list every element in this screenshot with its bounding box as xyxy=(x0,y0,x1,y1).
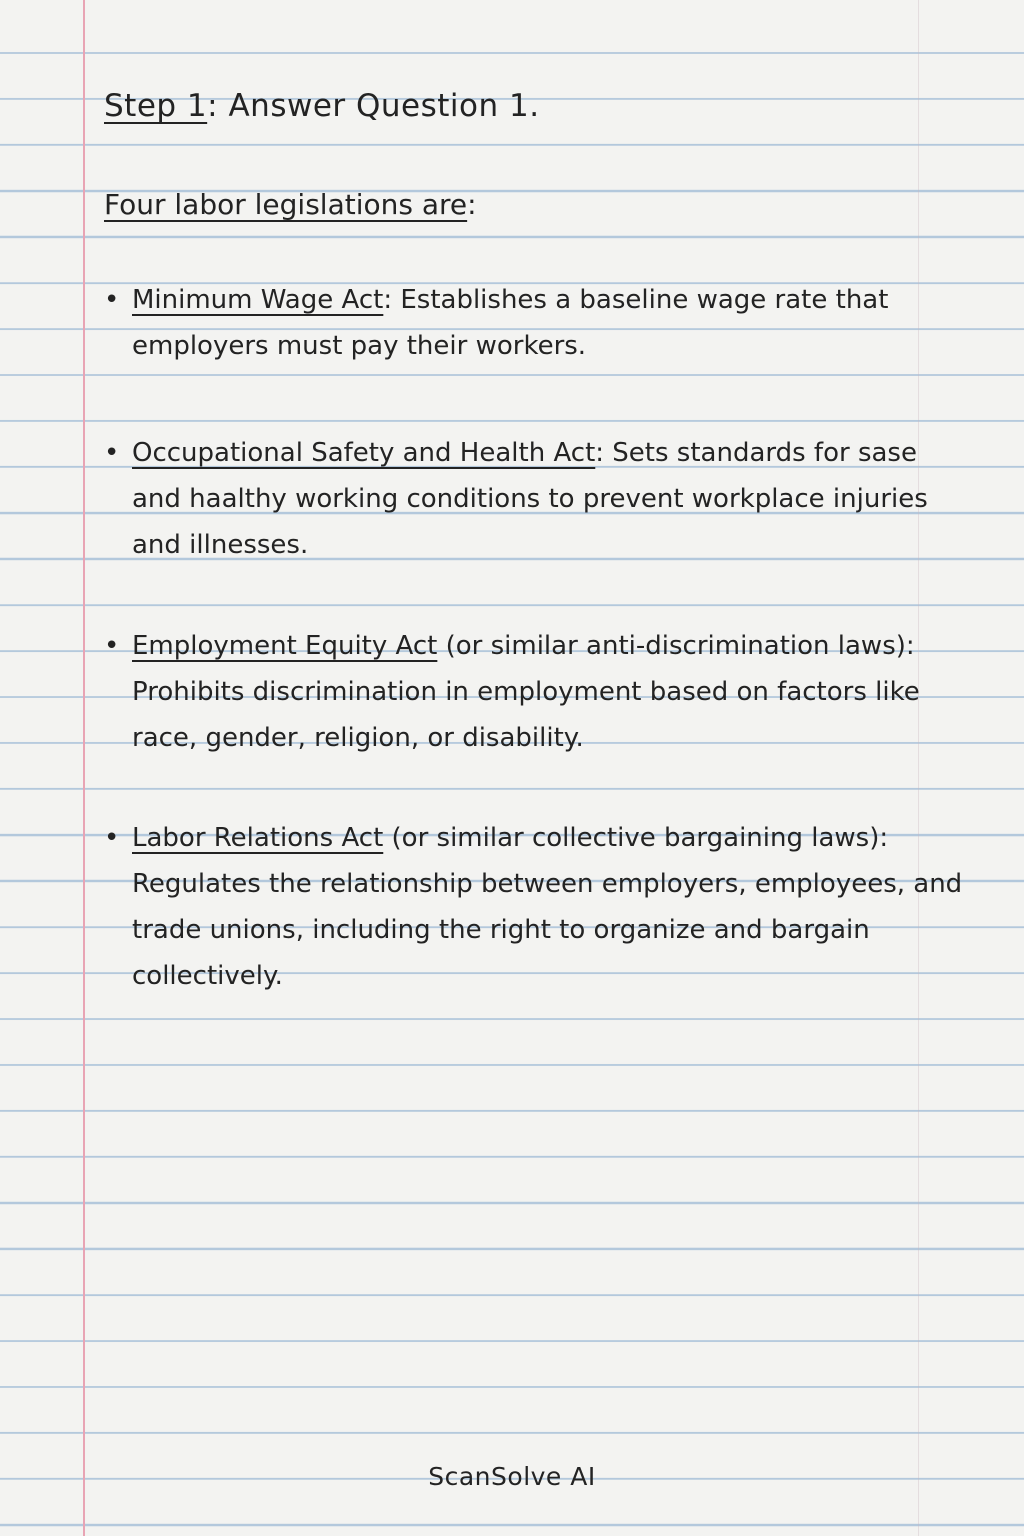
list-item xyxy=(104,623,964,761)
bullet-icon: • xyxy=(104,438,120,468)
legislation-description: : Sets standards for sase and haalthy working conditions to prevent workplace injuries and illnesses. xyxy=(132,438,928,560)
bullet-icon: • xyxy=(104,631,120,661)
list-item-text xyxy=(132,815,964,999)
bullet-icon: • xyxy=(104,285,120,315)
legislation-term: Occupational Safety and Health Act xyxy=(132,438,596,468)
step-heading xyxy=(104,88,540,124)
legislation-description: : Establishes a baseline wage rate that employers must pay their workers. xyxy=(132,285,889,361)
bullet-icon: • xyxy=(104,823,120,853)
legislation-description: (or similar anti-discrimination laws): Prohibits discrimination in employment based on factors like race, gender, religion, or disability. xyxy=(132,631,920,753)
step-label: Step 1 xyxy=(104,88,208,124)
footer-watermark: ScanSolve AI xyxy=(428,1462,596,1491)
intro-text: Four labor legislations are xyxy=(104,188,468,221)
step-heading-rest: : Answer Question 1. xyxy=(207,88,540,124)
list-item xyxy=(104,430,964,568)
intro-line xyxy=(104,188,477,221)
list-item-text xyxy=(132,430,964,568)
list-item xyxy=(104,277,964,369)
intro-colon: : xyxy=(467,188,477,221)
legislation-description: (or similar collective bargaining laws): Regulates the relationship between employers, employees, and trade unions, including the right to organize and bargain collectively. xyxy=(132,823,963,991)
list-item xyxy=(104,815,964,999)
legislation-term: Minimum Wage Act xyxy=(132,285,384,315)
list-item-text xyxy=(132,623,964,761)
list-item-text xyxy=(132,277,964,369)
legislation-term: Employment Equity Act xyxy=(132,631,438,661)
legislation-term: Labor Relations Act xyxy=(132,823,384,853)
